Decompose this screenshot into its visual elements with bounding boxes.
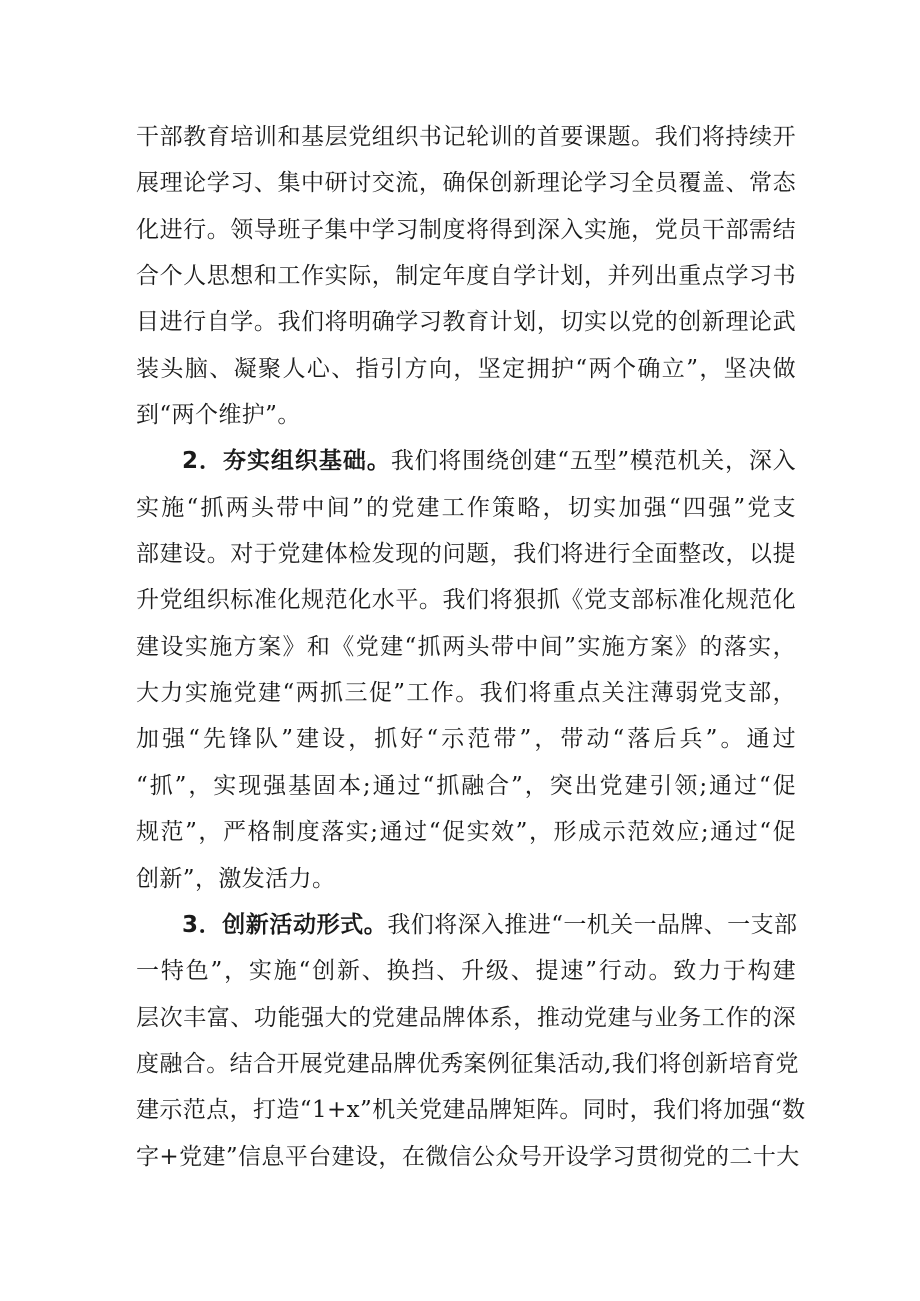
paragraph-3-line: 建示范点，打造“1+x”机关党建品牌矩阵。同时，我们将加强“数 [136, 1097, 806, 1124]
paragraph-1-line: 目进行自学。我们将明确学习教育计划，切实以党的创新理论武 [136, 309, 796, 336]
paragraph-2-line: 部建设。对于党建体检发现的问题，我们将进行全面整改，以提 [136, 541, 796, 568]
paragraph-2-first-line [136, 438, 796, 484]
paragraph-3-first-line-text: 我们将深入推进“一机关一品牌、一支部 [387, 911, 798, 938]
paragraph-2-line: 大力实施党建“两抓三促”工作。我们将重点关注薄弱党支部， [136, 680, 796, 707]
paragraph-2-line: 创新”，激发活力。 [136, 865, 336, 892]
paragraph-1-line: 装头脑、凝聚人心、指引方向，坚定拥护“两个确立”，坚决做 [136, 355, 796, 382]
paragraph-3-heading: 3．创新活动形式。 [182, 911, 388, 938]
paragraph-2-line: 建设实施方案》和《党建“抓两头带中间”实施方案》的落实， [136, 633, 796, 660]
paragraph-1-line: 合个人思想和工作实际，制定年度自学计划，并列出重点学习书 [136, 263, 796, 290]
paragraph-3-line: 层次丰富、功能强大的党建品牌体系，推动党建与业务工作的深 [136, 1004, 796, 1031]
paragraph-1-line: 到“两个维护”。 [136, 402, 301, 429]
paragraph-1-line: 化进行。领导班子集中学习制度将得到深入实施，党员干部需结 [136, 216, 796, 243]
paragraph-2-line: 加强“先锋队”建设，抓好“示范带”，带动“落后兵”。通过 [136, 726, 796, 753]
paragraph-1-line: 干部教育培训和基层党组织书记轮训的首要课题。我们将持续开 [136, 124, 796, 150]
paragraph-3-line: 字+党建”信息平台建设，在微信公众号开设学习贯彻党的二十大 [136, 1143, 800, 1170]
paragraph-3-line: 一特色”，实施“创新、换挡、升级、提速”行动。致力于构建 [136, 958, 796, 985]
paragraph-2-line: 实施“抓两头带中间”的党建工作策略，切实加强“四强”党支 [136, 494, 796, 521]
paragraph-2-line: 规范”，严格制度落实;通过“促实效”，形成示范效应;通过“促 [136, 819, 796, 846]
paragraph-2-line: 升党组织标准化规范化水平。我们将狠抓《党支部标准化规范化 [136, 587, 796, 614]
paragraph-2-line: “抓”，实现强基固本;通过“抓融合”，突出党建引领;通过“促 [136, 772, 796, 799]
paragraph-2-first-line-text: 我们将围绕创建“五型”模范机关，深入 [390, 448, 797, 475]
paragraph-1-line: 展理论学习、集中研讨交流，确保创新理论学习全员覆盖、常态 [136, 170, 796, 197]
paragraph-3-first-line [136, 902, 796, 948]
document-body [136, 114, 806, 1180]
paragraph-2-heading: 2．夯实组织基础。 [182, 448, 391, 475]
paragraph-3-line: 度融合。结合开展党建品牌优秀案例征集活动,我们将创新培育党 [136, 1050, 799, 1077]
